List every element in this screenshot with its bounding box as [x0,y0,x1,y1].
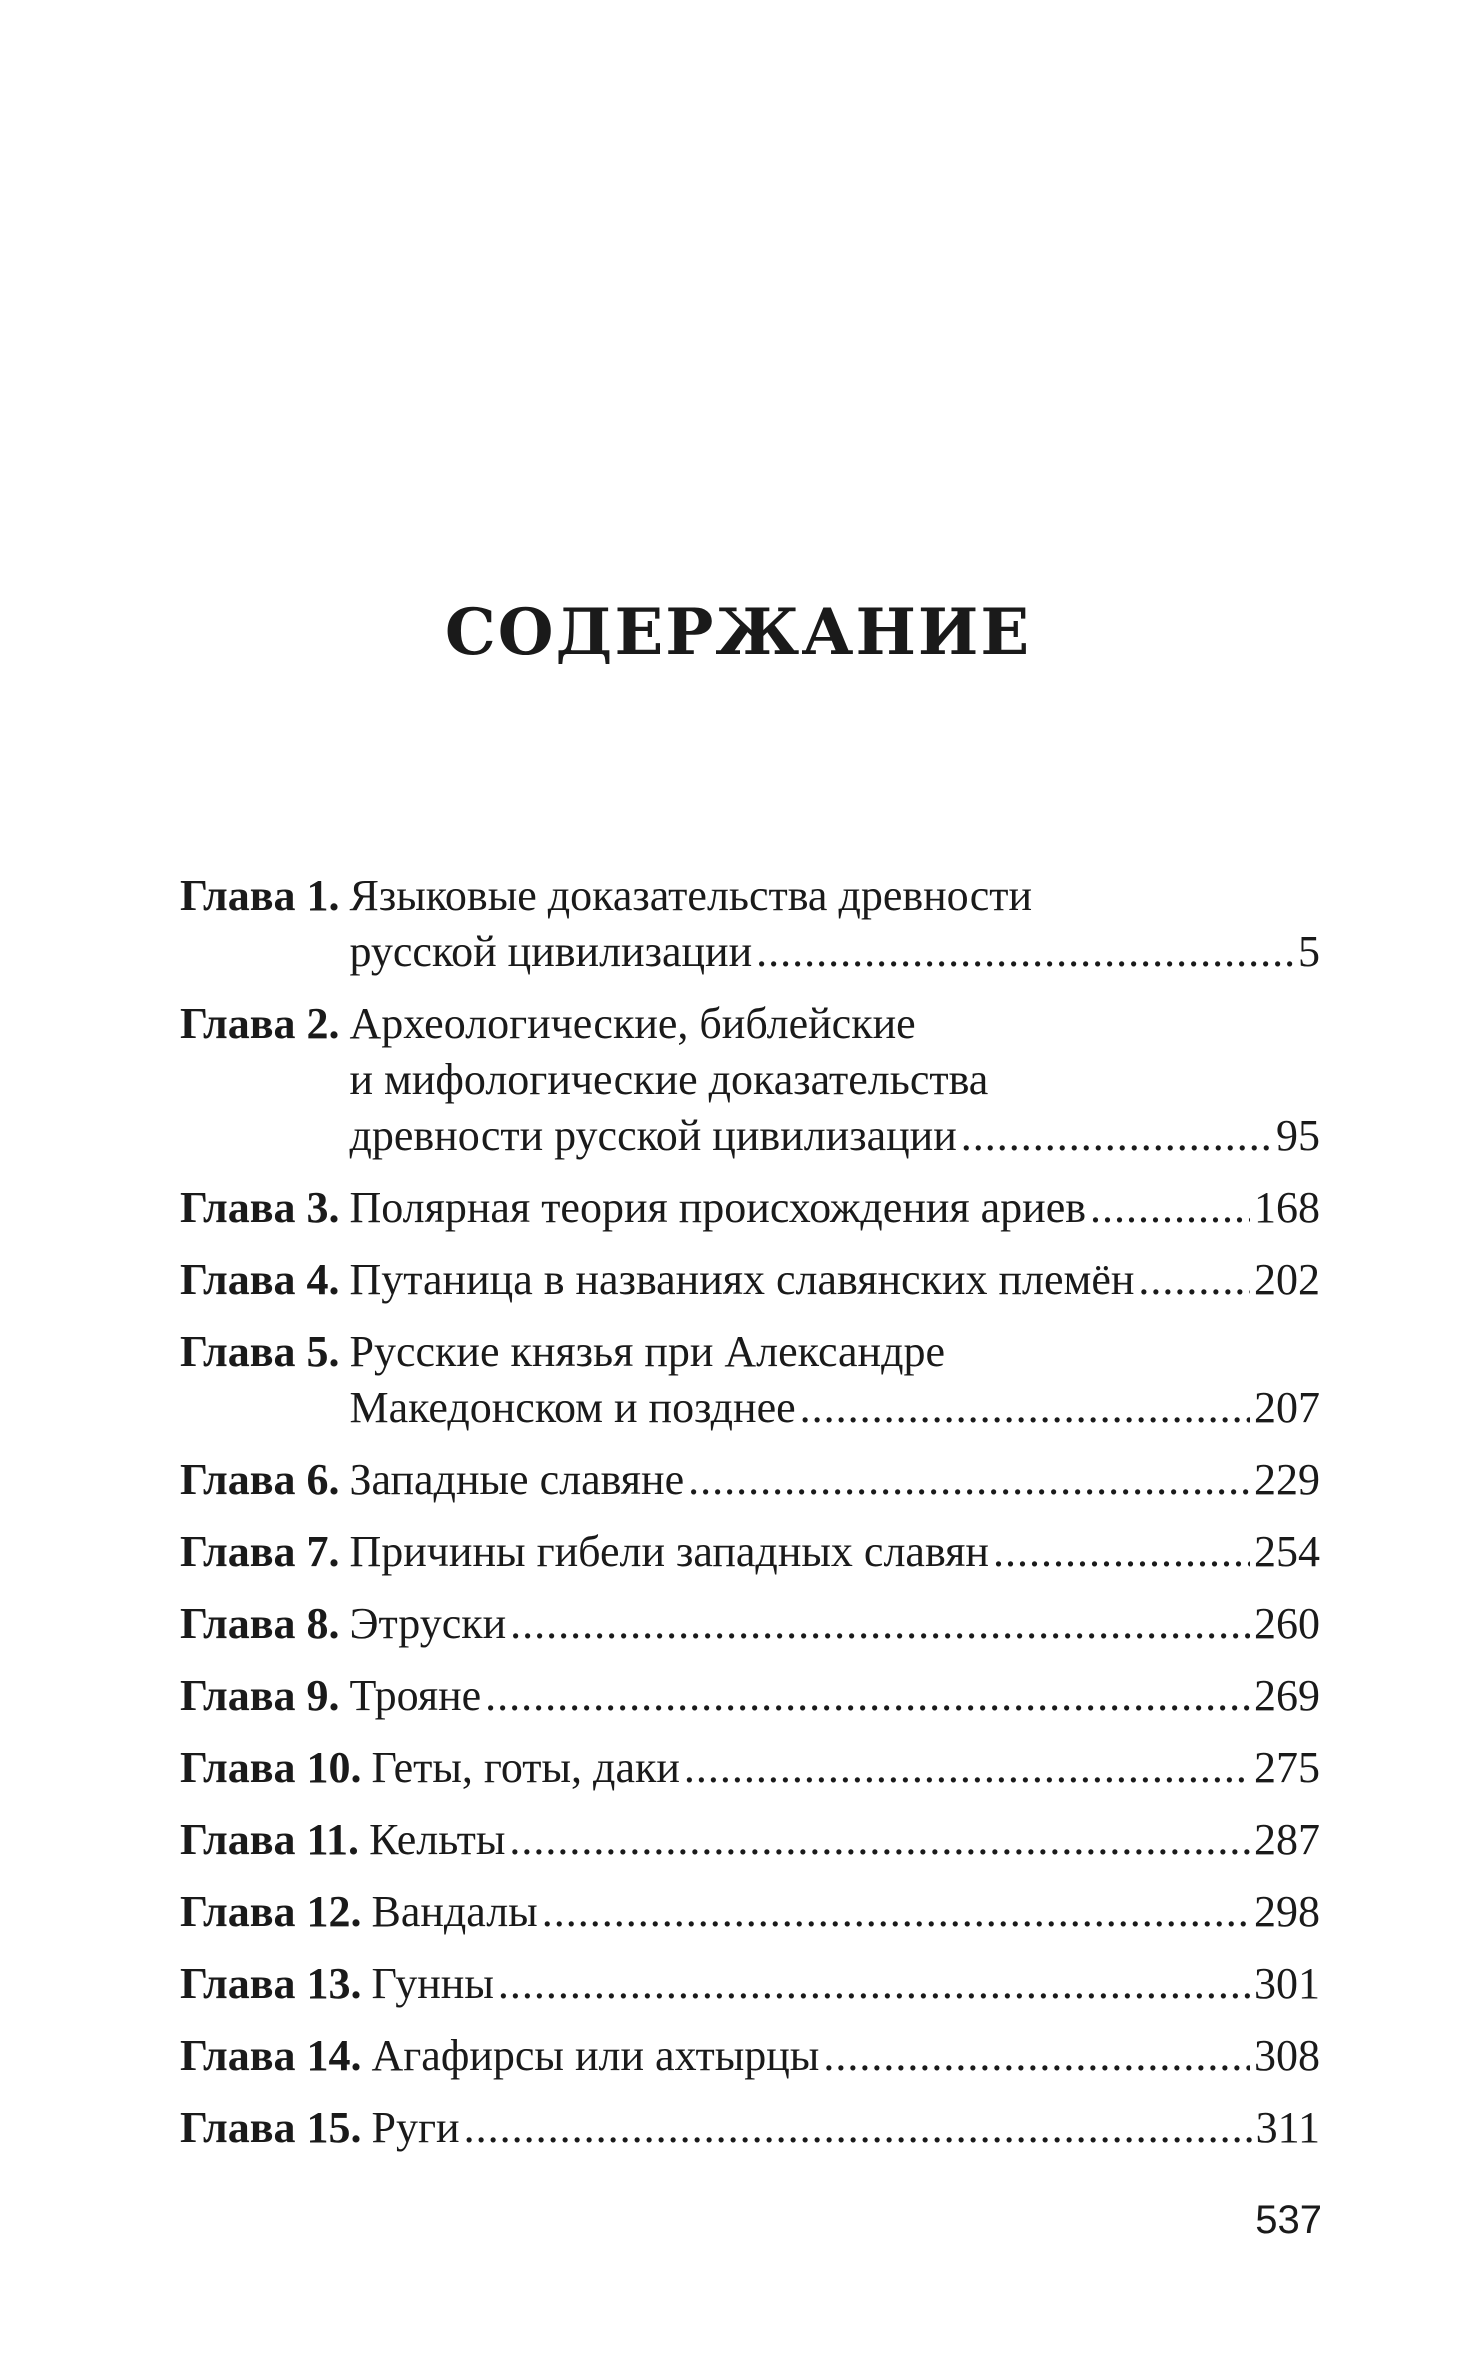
dot-leader [800,1380,1250,1436]
chapter-label: Глава 15. [180,2103,362,2152]
toc-entry [180,1668,1320,1724]
chapter-title-text: Причины гибели западных славян [349,1527,989,1576]
chapter-title-text: Вандалы [371,1887,538,1936]
dot-leader [485,1668,1250,1724]
chapter-title-line [371,1884,1320,1940]
chapter-title-text: Гунны [371,1959,494,2008]
toc-entry [180,1524,1320,1580]
dot-leader [684,1740,1250,1796]
chapter-title-line [371,2028,1320,2084]
toc-entry [180,868,1320,980]
chapter-title-line [349,1380,1320,1436]
dot-leader [756,924,1294,980]
toc-entry [180,1452,1320,1508]
chapter-label: Глава 11. [180,1815,360,1864]
page-title: СОДЕРЖАНИЕ [444,594,1032,670]
dot-leader [961,1108,1272,1164]
dot-leader [688,1452,1250,1508]
chapter-title-line [349,1180,1320,1236]
chapter-title-text: Геты, готы, даки [371,1743,680,1792]
chapter-title [339,1252,1320,1308]
page-ref: 275 [1254,1743,1320,1792]
chapter-title-text: Трояне [349,1671,482,1720]
chapter-label: Глава 2. [180,999,340,1048]
chapter-title-line [349,1252,1320,1308]
chapter-title [361,2100,1320,2156]
chapter-title [339,996,1320,1164]
page-ref: 202 [1254,1255,1320,1304]
dot-leader [509,1812,1250,1868]
toc-entry [180,2100,1320,2156]
page-ref: 260 [1254,1599,1320,1648]
chapter-title-line: Археологические, библейские [349,999,916,1048]
toc-entry [180,1884,1320,1940]
dot-leader [510,1596,1250,1652]
chapter-label: Глава 9. [180,1671,340,1720]
toc-entry [180,1252,1320,1308]
chapter-label: Глава 8. [180,1599,340,1648]
page-ref: 168 [1254,1183,1320,1232]
chapter-label: Глава 14. [180,2031,362,2080]
chapter-title-line [349,924,1320,980]
page-ref: 5 [1298,927,1320,976]
chapter-title [361,1956,1320,2012]
chapter-title [339,1180,1320,1236]
dot-leader [1090,1180,1250,1236]
chapter-title-line [371,1956,1320,2012]
chapter-label: Глава 1. [180,871,340,920]
table-of-contents [180,868,1320,2172]
toc-entry [180,2028,1320,2084]
toc-entry [180,996,1320,1164]
chapter-title-line [349,1596,1320,1652]
toc-entry [180,1956,1320,2012]
chapter-title-text: древности русской цивилизации [349,1111,957,1160]
chapter-title-line [349,1108,1320,1164]
chapter-title [361,2028,1320,2084]
chapter-title-text: Агафирсы или ахтырцы [371,2031,820,2080]
chapter-title [339,868,1320,980]
toc-entry [180,1324,1320,1436]
dot-leader [1138,1252,1250,1308]
chapter-title-line [371,2100,1320,2156]
chapter-title-line: Языковые доказательства древности [349,871,1033,920]
chapter-title-text: русской цивилизации [349,927,753,976]
chapter-title-line: Русские князья при Александре [349,1327,946,1376]
chapter-label: Глава 5. [180,1327,340,1376]
page-ref: 229 [1254,1455,1320,1504]
chapter-title [339,1452,1320,1508]
page-number: 537 [1255,2198,1322,2242]
toc-entry [180,1180,1320,1236]
page-ref: 95 [1276,1111,1320,1160]
page-ref: 207 [1254,1383,1320,1432]
chapter-title-line [371,1740,1320,1796]
chapter-title-text: Кельты [369,1815,506,1864]
chapter-label: Глава 7. [180,1527,340,1576]
chapter-title-text: Македонском и позднее [349,1383,796,1432]
chapter-label: Глава 12. [180,1887,362,1936]
chapter-title-line [369,1812,1320,1868]
chapter-title [339,1668,1320,1724]
chapter-title-text: Полярная теория происхождения ариев [349,1183,1087,1232]
page-ref: 311 [1255,2103,1320,2152]
chapter-title-text: Руги [371,2103,460,2152]
chapter-title-text: Этруски [349,1599,507,1648]
chapter-title-line [349,1452,1320,1508]
dot-leader [993,1524,1250,1580]
chapter-label: Глава 10. [180,1743,362,1792]
chapter-label: Глава 6. [180,1455,340,1504]
toc-entry [180,1812,1320,1868]
chapter-label: Глава 13. [180,1959,362,2008]
chapter-title-text: Западные славяне [349,1455,685,1504]
page-ref: 287 [1254,1815,1320,1864]
page-ref: 308 [1254,2031,1320,2080]
toc-entry [180,1740,1320,1796]
dot-leader [464,2100,1252,2156]
chapter-title [361,1884,1320,1940]
dot-leader [823,2028,1250,2084]
chapter-title-line [349,1524,1320,1580]
chapter-label: Глава 3. [180,1183,340,1232]
chapter-title-text: Путаница в названиях славянских племён [349,1255,1135,1304]
page-ref: 254 [1254,1527,1320,1576]
dot-leader [498,1956,1250,2012]
chapter-title [361,1740,1320,1796]
chapter-title [339,1324,1320,1436]
toc-entry [180,1596,1320,1652]
chapter-title [339,1596,1320,1652]
chapter-title [339,1524,1320,1580]
page-ref: 301 [1254,1959,1320,2008]
chapter-title-line: и мифологические доказательства [349,1055,989,1104]
page-ref: 298 [1254,1887,1320,1936]
chapter-title [359,1812,1320,1868]
chapter-title-line [349,1668,1320,1724]
page-ref: 269 [1254,1671,1320,1720]
dot-leader [542,1884,1250,1940]
chapter-label: Глава 4. [180,1255,340,1304]
